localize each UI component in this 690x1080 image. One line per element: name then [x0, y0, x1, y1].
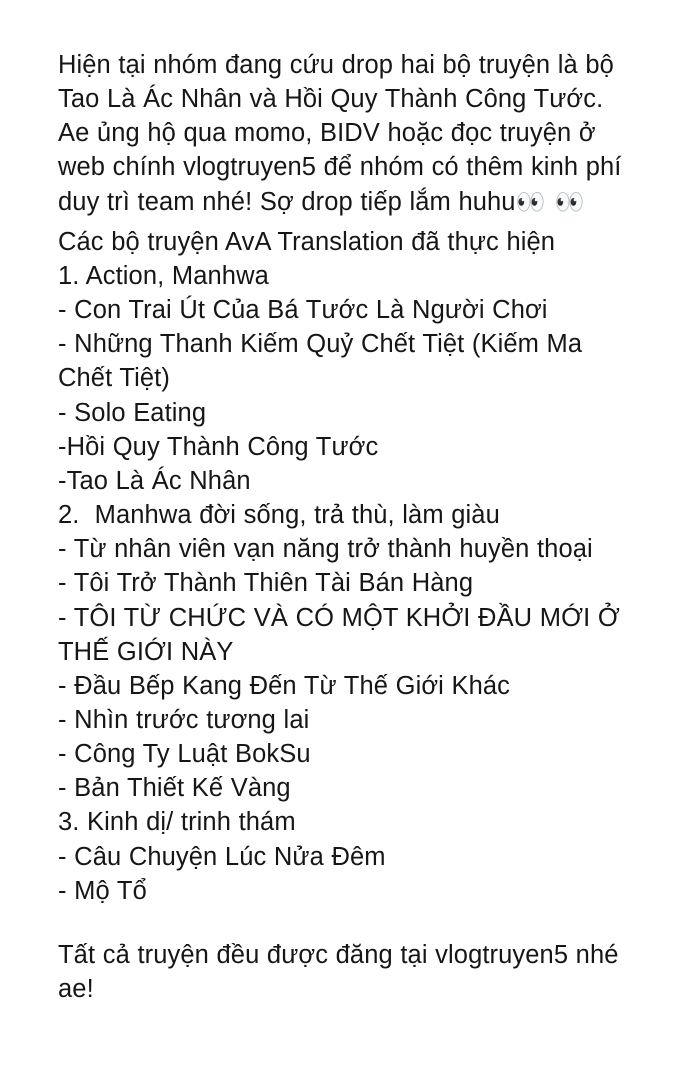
section-2-title: 2. Manhwa đời sống, trả thù, làm giàu	[58, 501, 500, 530]
list-item: - Solo Eating	[58, 398, 207, 427]
list-item: - Nhìn trước tương lai	[58, 705, 310, 734]
list-item: - Tôi Trở Thành Thiên Tài Bán Hàng	[58, 569, 474, 598]
section-1-title: 1. Action, Manhwa	[58, 261, 269, 290]
section-3-title: 3. Kinh dị/ trinh thám	[58, 808, 296, 837]
list-item: - Bản Thiết Kế Vàng	[58, 774, 291, 803]
list-item: - Từ nhân viên vạn năng trở thành huyền thoại	[58, 535, 593, 564]
list-item: - TÔI TỪ CHỨC VÀ CÓ MỘT KHỞI ĐẦU MỚI Ở THẾ GIỚI NÀY	[58, 603, 627, 666]
list-item: -Hồi Quy Thành Công Tước	[58, 432, 379, 461]
eyes-emoji: 👀 👀	[515, 188, 586, 216]
section-heading: Các bộ truyện AvA Translation đã thực hiện	[58, 227, 556, 256]
list-item: -Tao Là Ác Nhân	[58, 466, 251, 495]
list-item: - Con Trai Út Của Bá Tước Là Người Chơi	[58, 296, 548, 325]
list-item: - Công Ty Luật BokSu	[58, 740, 311, 769]
document-body	[58, 48, 632, 1006]
footer-note: Tất cả truyện đều được đăng tại vlogtruyen5 nhé ae!	[58, 940, 619, 1004]
list-item: - Những Thanh Kiếm Quỷ Chết Tiệt (Kiếm Ma Chết Tiệt)	[58, 330, 590, 393]
list-item: - Đầu Bếp Kang Đến Từ Thế Giới Khác	[58, 671, 511, 700]
intro-paragraph	[58, 48, 632, 219]
paragraph-spacer	[58, 908, 632, 938]
intro-text: Hiện tại nhóm đang cứu drop hai bộ truyện là bộ Tao Là Ác Nhân và Hồi Quy Thành Công Tước. Ae ủng hộ qua momo, BIDV hoặc đọc truyện ở web chính vlogtruyen5 để nhóm có thêm kinh phí duy trì team nhé! Sợ drop tiếp lắm huhu	[58, 51, 622, 216]
list-item: - Câu Chuyện Lúc Nửa Đêm	[58, 842, 386, 871]
list-item: - Mộ Tổ	[58, 876, 147, 905]
